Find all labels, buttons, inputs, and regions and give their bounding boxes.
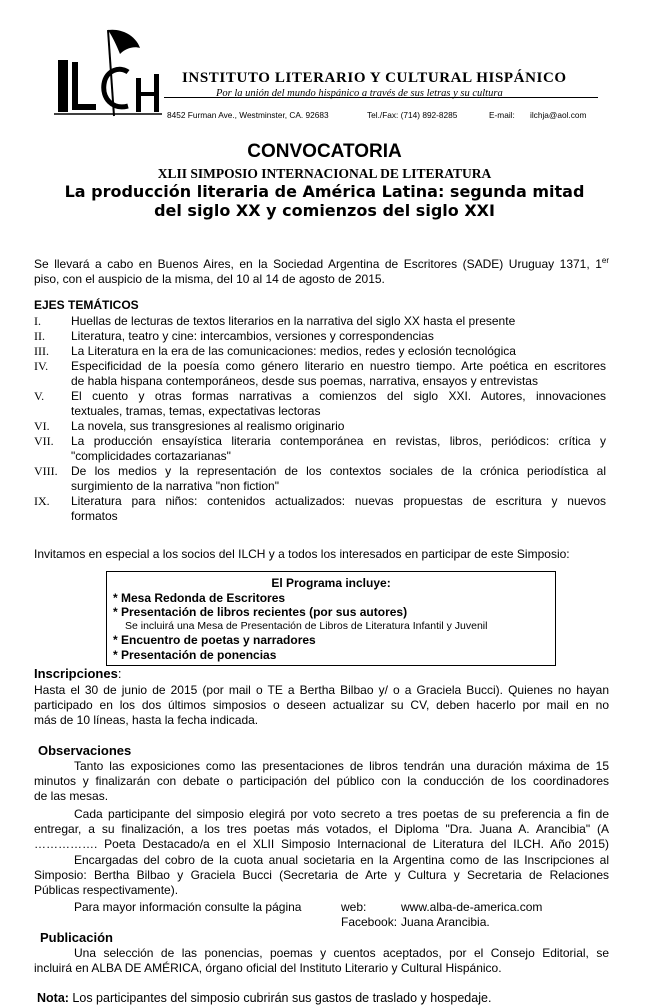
eje-text: De los medios y la representación de los contextos sociales de la crónica periodística al [71, 464, 606, 478]
simposio-title: XLII SIMPOSIO INTERNACIONAL DE LITERATURA [157, 166, 492, 181]
publicacion-line: incluirá en ALBA DE AMÉRICA, órgano oficial del Instituto Literario y Cultural Hispánico. [34, 961, 502, 975]
publicacion-heading: Publicación [40, 930, 113, 945]
contact-phone: Tel./Fax: (714) 892-8285 [367, 110, 458, 120]
program-box [106, 571, 556, 666]
theme-line-2: del siglo XX y comienzos del siglo XXI [154, 201, 495, 220]
observaciones-p1 [34, 759, 609, 804]
inscripciones-line: participado en los dos últimos simposios o deseen actualizar su CV, deben hacerlo por mail en no [34, 698, 609, 712]
intro-line-1: Se llevará a cabo en Buenos Aires, en la Sociedad Argentina de Escritores (SADE) Uruguay 1371, 1 [34, 257, 602, 271]
inscripciones-heading: Inscripciones [34, 666, 118, 681]
eje-text: surgimiento de la narrativa "non fiction" [71, 479, 279, 493]
inscripciones-line: más de 10 líneas, hasta la fecha indicada. [34, 713, 259, 727]
eje-text: La Literatura en la era de las comunicaciones: medios, redes y eclosión tecnológica [71, 344, 516, 358]
obs-p3-line: Simposio: Bertha Bilbao y Graciela Bucci (Secretaria de Arte y Cultura y Secretaria de Relaciones [34, 868, 609, 882]
theme-line-1: La producción literaria de América Latina: segunda mitad [64, 182, 585, 201]
nota-wrap [37, 991, 491, 1005]
eje-number: VI. [34, 419, 50, 433]
more-info-text: Para mayor información consulte la página [74, 900, 302, 914]
eje-number: IX. [34, 494, 50, 508]
eje-text: Literatura, teatro y cine: intercambios, versiones y correspondencias [71, 329, 434, 343]
inscripciones-body [34, 683, 609, 728]
eje-text: formatos [71, 509, 118, 523]
eje-text: El cuento y otras formas narrativas a comienzos del siglo XXI. Autores, innovaciones [71, 389, 606, 403]
institute-name: INSTITUTO LITERARIO Y CULTURAL HISPÁNICO [182, 70, 567, 86]
nota-label: Nota: [37, 991, 69, 1005]
program-heading: El Programa incluye: [271, 576, 391, 590]
institute-slogan: Por la unión del mundo hispánico a través de sus letras y su cultura [216, 88, 503, 99]
ejes-heading: EJES TEMÁTICOS [34, 298, 139, 312]
eje-text: Huellas de lecturas de textos literarios en la narrativa del siglo XX hasta el presente [71, 314, 516, 328]
ilch-logo [50, 26, 165, 121]
observaciones-p3 [34, 853, 609, 898]
contact-email[interactable]: ilchja@aol.com [530, 110, 587, 120]
intro-superscript: er [601, 256, 609, 265]
eje-text: Literatura para niños: contenidos actualizados: nuevas propuestas de escritura y nuevos [71, 494, 606, 508]
eje-number: VII. [34, 434, 54, 448]
contact-address: 8452 Furman Ave., Westminster, CA. 92683 [167, 110, 329, 120]
program-item-mesa-redonda: * Mesa Redonda de Escritores [113, 591, 286, 605]
obs-p1-line: minutos y finalizarán con debate o participación del público con la conducción de los coordinadores [34, 774, 609, 788]
obs-p3-line: Encargadas del cobro de la cuota anual societaria en la Argentina como de las Inscripciones al [74, 853, 609, 867]
eje-text: de habla hispana contemporáneos, desde sus poemas, narrativa, ensayos y entrevistas [71, 374, 538, 388]
inscripciones-line: Hasta el 30 de junio de 2015 (por mail o TE a Bertha Bilbao y/ o a Graciela Bucci). Quienes no hayan [34, 683, 609, 697]
obs-p2-line: entregar, a su finalización, a los tres poetas más votados, el Diploma "Dra. Juana A. Arancibia" (A [34, 822, 609, 836]
eje-text: Especificidad de la poesía como género literario en nuestro tiempo. Arte poética en escritores [71, 359, 606, 373]
program-item-ponencias: * Presentación de ponencias [113, 648, 277, 662]
obs-p3-line: Públicas respectivamente). [34, 883, 179, 897]
observaciones-p2 [34, 807, 609, 852]
obs-p1-line: de las mesas. [34, 789, 109, 803]
program-item-encuentro: * Encuentro de poetas y narradores [113, 633, 316, 647]
facebook-link[interactable]: Juana Arancibia. [401, 915, 490, 929]
obs-p2-line: Cada participante del simposio elegirá por voto secreto a tres poetas de su preferencia a fin de [74, 807, 609, 821]
facebook-label: Facebook: [341, 915, 398, 929]
web-link[interactable]: www.alba-de-america.com [401, 900, 543, 914]
eje-text: La novela, sus transgresiones al realismo originario [71, 419, 345, 433]
publicacion-line: Una selección de las ponencias, poemas y cuentos aceptados, por el Consejo Editorial, se [74, 946, 609, 960]
invitation-text: Invitamos en especial a los socios del ILCH y a todos los interesados en participar de este Simposio: [34, 547, 570, 561]
observaciones-heading: Observaciones [38, 743, 132, 758]
intro-paragraph [34, 253, 609, 287]
eje-number: IV. [34, 359, 49, 373]
web-label: web: [341, 900, 367, 914]
inscripciones-heading-wrap [34, 666, 121, 681]
program-item-libros: * Presentación de libros recientes (por sus autores) [113, 605, 408, 619]
intro-line-2: piso, con el auspicio de la misma, del 10 al 14 de agosto de 2015. [34, 272, 385, 286]
publicacion-body [34, 946, 609, 976]
eje-number: I. [34, 314, 41, 328]
eje-number: VIII. [34, 464, 58, 478]
program-sub-note: Se incluirá una Mesa de Presentación de Libros de Literatura Infantil y Juvenil [125, 620, 488, 632]
eje-number: V. [34, 389, 45, 403]
eje-text: "complicidades cortazarianas" [71, 449, 231, 463]
theme-title [0, 182, 649, 220]
obs-p1-line: Tanto las exposiciones como las presentaciones de libros tendrán una duración máxima de 15 [74, 759, 609, 773]
convocatoria-title: CONVOCATORIA [247, 141, 402, 162]
obs-p2-line: ……………. Poeta Destacado/a en el XLII Simposio Internacional de Literatura del ILCH. Año 2015) [34, 837, 609, 851]
inscripciones-colon: : [117, 666, 122, 681]
eje-text: textuales, tramas, temas, expectativas lectoras [71, 404, 321, 418]
nota-text: Los participantes del simposio cubrirán sus gastos de traslado y hospedaje. [68, 991, 492, 1005]
eje-number: III. [34, 344, 49, 358]
contact-email-label: E-mail: [489, 110, 515, 120]
eje-number: II. [34, 329, 45, 343]
eje-text: La producción ensayística literaria contemporánea en revistas, libros, periódicos: crítica y [71, 434, 606, 448]
